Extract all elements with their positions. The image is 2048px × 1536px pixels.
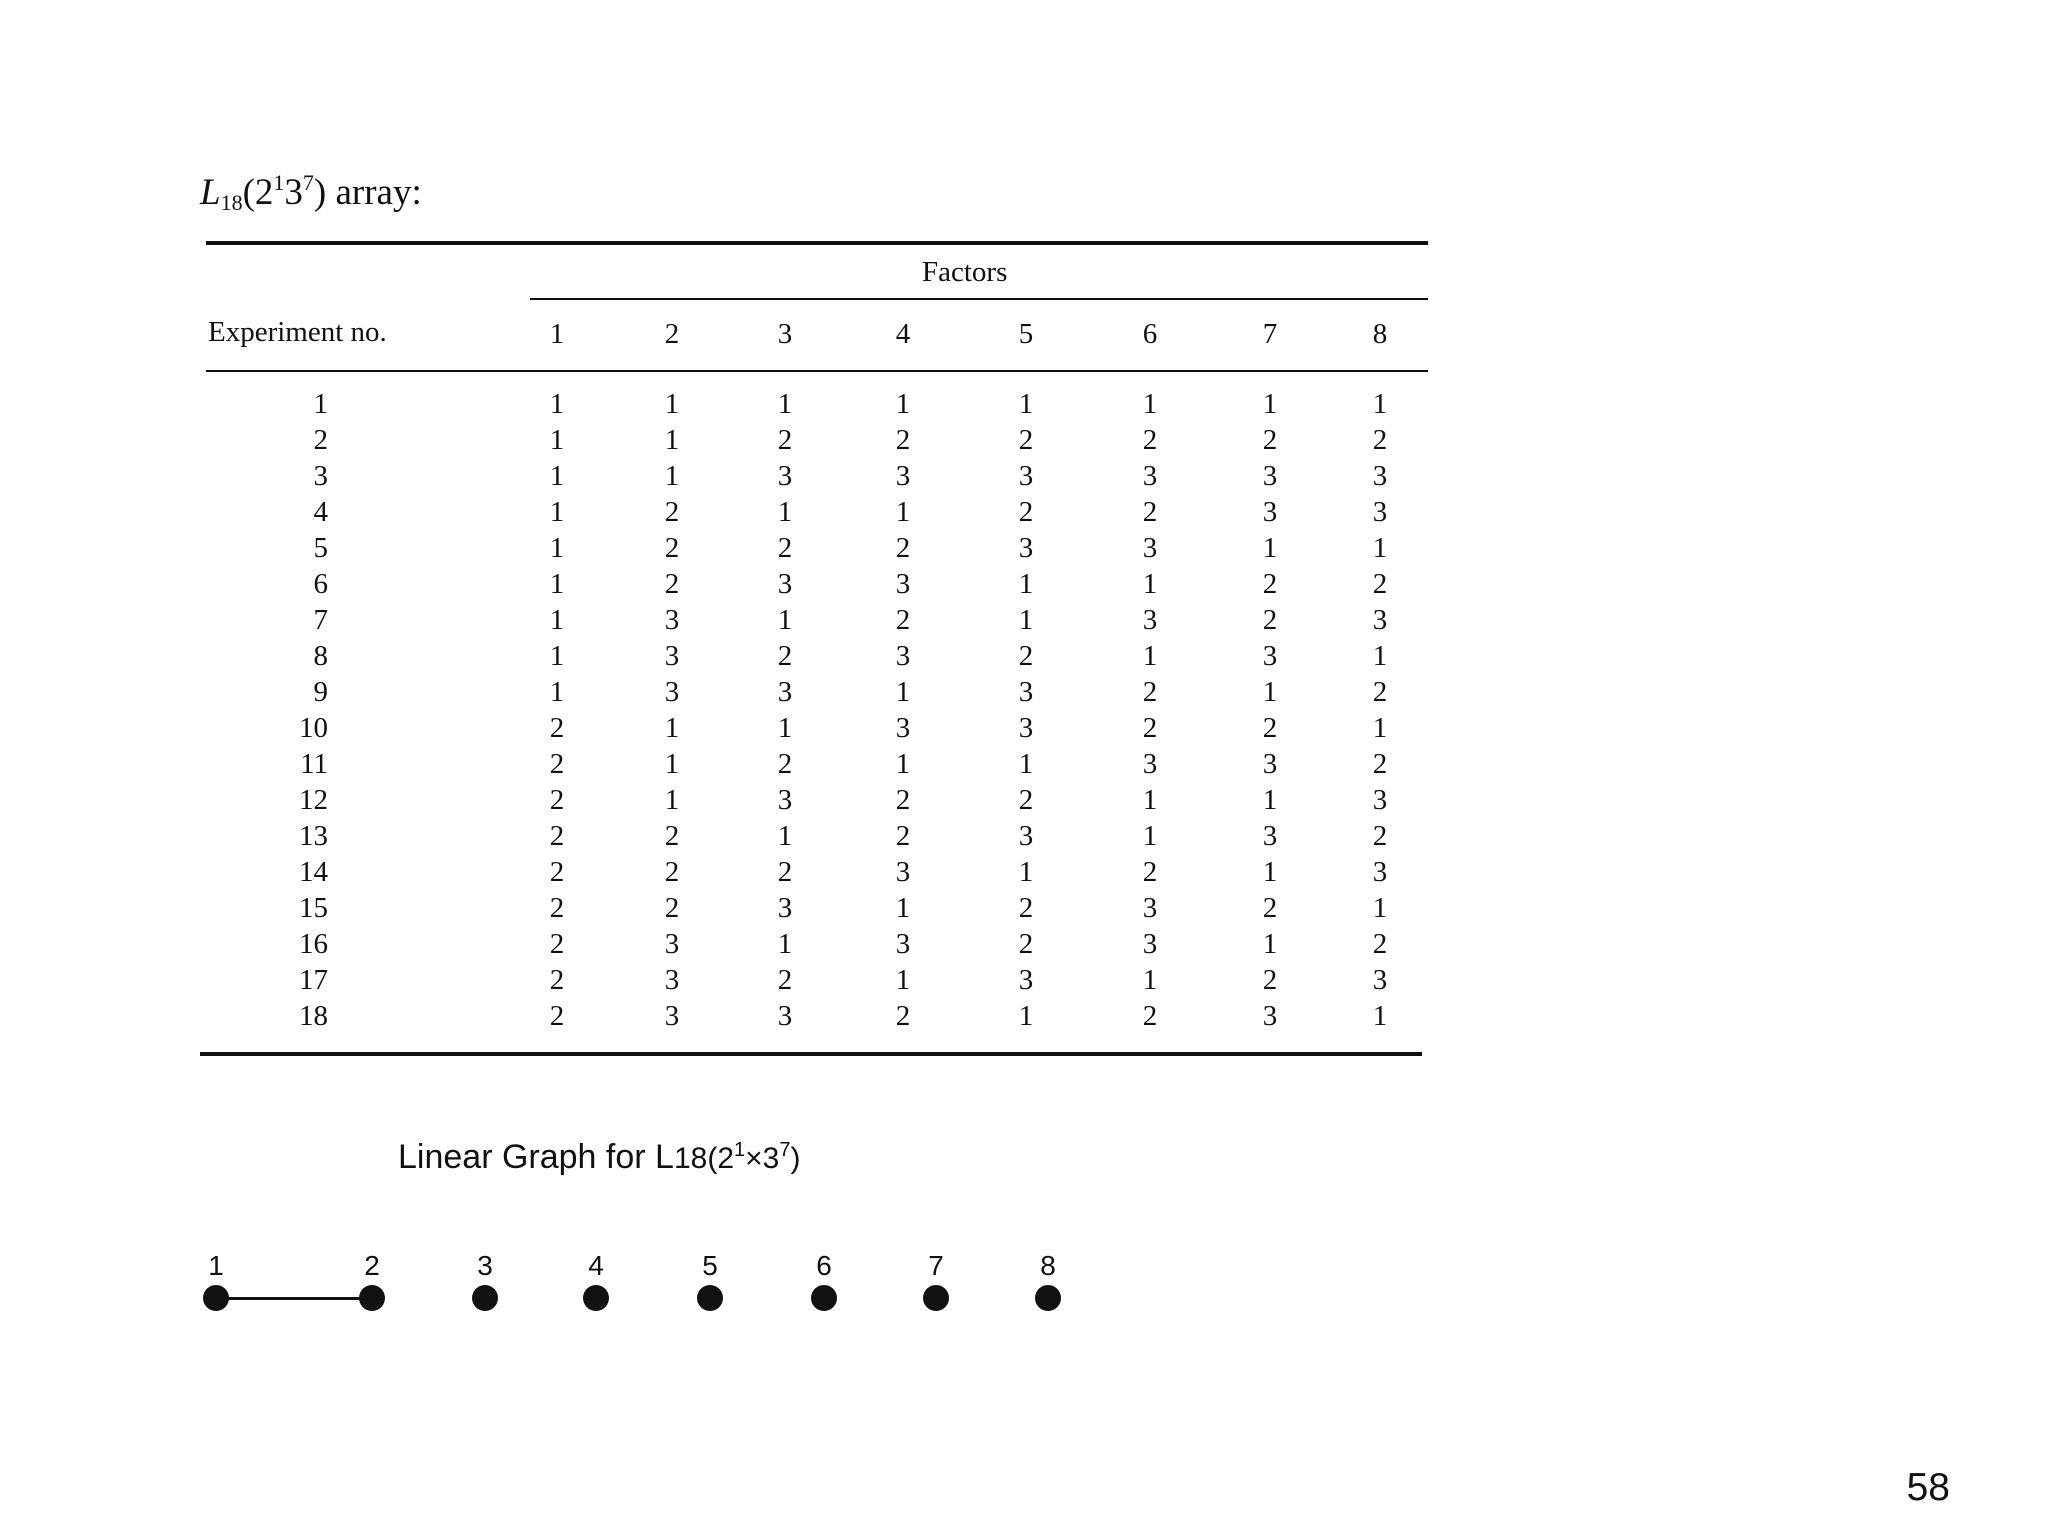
table-bottom-rule	[200, 1052, 1422, 1056]
table-cell: 2	[895, 1000, 911, 1032]
table-cell: 1	[664, 460, 680, 492]
table-cell: 1	[1018, 568, 1034, 600]
table-cell: 2	[1262, 568, 1278, 600]
table-cell: 1	[1262, 856, 1278, 888]
experiment-number: 4	[313, 496, 328, 528]
table-cell: 1	[1018, 388, 1034, 420]
table-cell: 2	[549, 928, 565, 960]
table-cell: 1	[777, 604, 793, 636]
table-cell: 3	[1262, 820, 1278, 852]
table-cell: 3	[1018, 532, 1034, 564]
table-cell: 2	[1372, 928, 1388, 960]
table-cell: 1	[1372, 640, 1388, 672]
table-cell: 1	[1262, 784, 1278, 816]
table-cell: 1	[1372, 388, 1388, 420]
table-cell: 2	[1142, 712, 1158, 744]
table-cell: 3	[664, 676, 680, 708]
factor-column-header: 8	[1372, 318, 1388, 350]
table-cell: 1	[549, 460, 565, 492]
table-cell: 1	[1142, 964, 1158, 996]
table-cell: 2	[1018, 496, 1034, 528]
table-cell: 2	[664, 532, 680, 564]
table-cell: 1	[1142, 784, 1158, 816]
table-cell: 3	[895, 460, 911, 492]
graph-node-label: 4	[588, 1250, 604, 1281]
table-cell: 3	[1372, 604, 1388, 636]
table-cell: 2	[1018, 640, 1034, 672]
table-cell: 2	[664, 856, 680, 888]
table-cell: 1	[549, 568, 565, 600]
table-cell: 3	[1018, 460, 1034, 492]
table-cell: 3	[777, 676, 793, 708]
table-cell: 3	[1262, 496, 1278, 528]
table-cell: 1	[895, 496, 911, 528]
table-cell: 2	[549, 748, 565, 780]
table-cell: 1	[1142, 640, 1158, 672]
graph-node	[359, 1285, 385, 1311]
table-cell: 1	[1018, 604, 1034, 636]
table-cell: 3	[895, 856, 911, 888]
table-cell: 3	[777, 892, 793, 924]
table-cell: 2	[549, 1000, 565, 1032]
table-cell: 2	[1262, 964, 1278, 996]
table-cell: 2	[549, 820, 565, 852]
table-cell: 3	[664, 964, 680, 996]
table-cell: 3	[1142, 892, 1158, 924]
graph-node	[472, 1285, 498, 1311]
table-cell: 3	[777, 460, 793, 492]
table-cell: 1	[895, 964, 911, 996]
table-cell: 1	[1018, 856, 1034, 888]
table-cell: 2	[895, 424, 911, 456]
table-cell: 1	[664, 388, 680, 420]
table-cell: 1	[777, 388, 793, 420]
table-cell: 3	[1142, 928, 1158, 960]
table-cell: 2	[1372, 748, 1388, 780]
table-cell: 1	[895, 748, 911, 780]
graph-node-label: 3	[477, 1250, 493, 1281]
table-cell: 1	[1142, 568, 1158, 600]
table-cell: 2	[777, 532, 793, 564]
table-cell: 3	[1262, 748, 1278, 780]
table-cell: 3	[1018, 676, 1034, 708]
graph-node-label: 1	[208, 1250, 224, 1281]
table-cell: 1	[549, 496, 565, 528]
table-cell: 1	[664, 784, 680, 816]
table-cell: 2	[1372, 568, 1388, 600]
table-cell: 3	[664, 1000, 680, 1032]
factor-column-header: 6	[1142, 318, 1158, 350]
table-cell: 2	[549, 856, 565, 888]
table-cell: 2	[1142, 676, 1158, 708]
graph-node-label: 2	[364, 1250, 380, 1281]
table-cell: 2	[1262, 424, 1278, 456]
table-cell: 2	[1372, 676, 1388, 708]
table-cell: 1	[1262, 676, 1278, 708]
table-cell: 1	[1018, 748, 1034, 780]
table-cell: 2	[1018, 892, 1034, 924]
factors-label: Factors	[922, 256, 1008, 288]
factor-column-header: 5	[1018, 318, 1034, 350]
table-cell: 2	[777, 424, 793, 456]
table-cell: 1	[1372, 532, 1388, 564]
page-number: 58	[1906, 1466, 1950, 1509]
experiment-number: 15	[299, 892, 328, 924]
table-cell: 2	[1018, 928, 1034, 960]
factor-column-header: 7	[1262, 318, 1278, 350]
graph-edge	[216, 1297, 372, 1300]
table-cell: 1	[777, 928, 793, 960]
table-cell: 3	[1372, 784, 1388, 816]
experiment-number: 11	[300, 748, 328, 780]
table-top-rule	[206, 241, 1428, 245]
table-cell: 3	[1262, 1000, 1278, 1032]
table-cell: 3	[1372, 496, 1388, 528]
graph-node	[697, 1285, 723, 1311]
table-cell: 3	[1372, 964, 1388, 996]
factor-column-header: 1	[549, 318, 565, 350]
table-cell: 2	[1142, 856, 1158, 888]
table-cell: 1	[1262, 388, 1278, 420]
experiment-number: 18	[299, 1000, 328, 1032]
table-cell: 1	[549, 424, 565, 456]
graph-node-label: 8	[1040, 1250, 1056, 1281]
experiment-number: 9	[313, 676, 328, 708]
table-cell: 1	[549, 388, 565, 420]
table-cell: 3	[1018, 712, 1034, 744]
table-cell: 1	[895, 892, 911, 924]
table-cell: 2	[664, 820, 680, 852]
graph-node-label: 5	[702, 1250, 718, 1281]
factor-column-header: 2	[664, 318, 680, 350]
table-cell: 2	[895, 532, 911, 564]
table-cell: 3	[1018, 820, 1034, 852]
table-cell: 3	[1372, 460, 1388, 492]
table-cell: 2	[1142, 496, 1158, 528]
table-cell: 2	[777, 748, 793, 780]
table-cell: 2	[549, 892, 565, 924]
table-cell: 1	[1018, 1000, 1034, 1032]
table-cell: 3	[1018, 964, 1034, 996]
table-cell: 3	[1142, 460, 1158, 492]
table-cell: 1	[1142, 820, 1158, 852]
table-cell: 3	[664, 640, 680, 672]
table-cell: 2	[664, 892, 680, 924]
table-cell: 2	[895, 820, 911, 852]
table-cell: 1	[549, 532, 565, 564]
table-cell: 1	[895, 676, 911, 708]
graph-node	[1035, 1285, 1061, 1311]
graph-node-label: 7	[928, 1250, 944, 1281]
experiment-number: 12	[299, 784, 328, 816]
table-cell: 2	[1018, 784, 1034, 816]
table-cell: 3	[895, 640, 911, 672]
table-cell: 1	[777, 496, 793, 528]
experiment-number: 8	[313, 640, 328, 672]
experiment-number: 7	[313, 604, 328, 636]
table-cell: 1	[1372, 712, 1388, 744]
table-cell: 2	[1372, 424, 1388, 456]
table-cell: 3	[664, 928, 680, 960]
table-cell: 2	[895, 604, 911, 636]
table-cell: 1	[1372, 892, 1388, 924]
table-cell: 3	[664, 604, 680, 636]
table-cell: 3	[777, 784, 793, 816]
table-cell: 1	[549, 676, 565, 708]
factors-rule	[530, 298, 1428, 300]
graph-node	[583, 1285, 609, 1311]
table-cell: 3	[777, 568, 793, 600]
linear-graph-title: Linear Graph for $L18(2^1\times 3^7)$	[398, 1138, 801, 1176]
table-cell: 2	[777, 640, 793, 672]
experiment-number: 6	[313, 568, 328, 600]
table-cell: 3	[1142, 604, 1158, 636]
experiment-number: 5	[313, 532, 328, 564]
table-cell: 1	[1262, 532, 1278, 564]
experiment-number: 14	[299, 856, 328, 888]
table-cell: 1	[1372, 1000, 1388, 1032]
table-cell: 3	[1142, 748, 1158, 780]
table-cell: 1	[549, 604, 565, 636]
table-cell: 2	[1142, 424, 1158, 456]
table-cell: 1	[664, 424, 680, 456]
table-cell: 1	[664, 712, 680, 744]
table-cell: 1	[664, 748, 680, 780]
experiment-number: 17	[299, 964, 328, 996]
table-cell: 1	[549, 640, 565, 672]
table-cell: 3	[895, 712, 911, 744]
factor-column-header: 3	[777, 318, 793, 350]
experiment-number: 3	[313, 460, 328, 492]
table-cell: 2	[895, 784, 911, 816]
table-cell: 2	[1262, 712, 1278, 744]
table-cell: 2	[1262, 892, 1278, 924]
experiment-number: 10	[299, 712, 328, 744]
graph-node-label: 6	[816, 1250, 832, 1281]
table-cell: 2	[777, 856, 793, 888]
table-cell: 2	[664, 496, 680, 528]
table-cell: 2	[664, 568, 680, 600]
graph-node	[811, 1285, 837, 1311]
table-cell: 3	[1372, 856, 1388, 888]
graph-node	[203, 1285, 229, 1311]
table-cell: 1	[895, 388, 911, 420]
table-cell: 2	[1018, 424, 1034, 456]
graph-node	[923, 1285, 949, 1311]
experiment-no-header: Experiment no.	[208, 316, 387, 348]
array-title: $L_{18}(2^13^7)$ array:	[200, 170, 422, 215]
table-cell: 3	[1262, 640, 1278, 672]
table-cell: 2	[1142, 1000, 1158, 1032]
table-cell: 3	[1142, 532, 1158, 564]
table-cell: 3	[895, 928, 911, 960]
table-cell: 2	[549, 712, 565, 744]
table-cell: 1	[1262, 928, 1278, 960]
table-cell: 2	[1372, 820, 1388, 852]
factor-column-header: 4	[895, 318, 911, 350]
header-bottom-rule	[206, 370, 1428, 372]
experiment-number: 13	[299, 820, 328, 852]
table-cell: 1	[1142, 388, 1158, 420]
table-cell: 1	[777, 820, 793, 852]
table-cell: 2	[777, 964, 793, 996]
experiment-number: 2	[313, 424, 328, 456]
experiment-number: 16	[299, 928, 328, 960]
experiment-number: 1	[313, 388, 328, 420]
table-cell: 2	[549, 964, 565, 996]
table-cell: 3	[1262, 460, 1278, 492]
table-cell: 2	[1262, 604, 1278, 636]
table-cell: 3	[777, 1000, 793, 1032]
table-cell: 3	[895, 568, 911, 600]
table-cell: 1	[777, 712, 793, 744]
table-cell: 2	[549, 784, 565, 816]
